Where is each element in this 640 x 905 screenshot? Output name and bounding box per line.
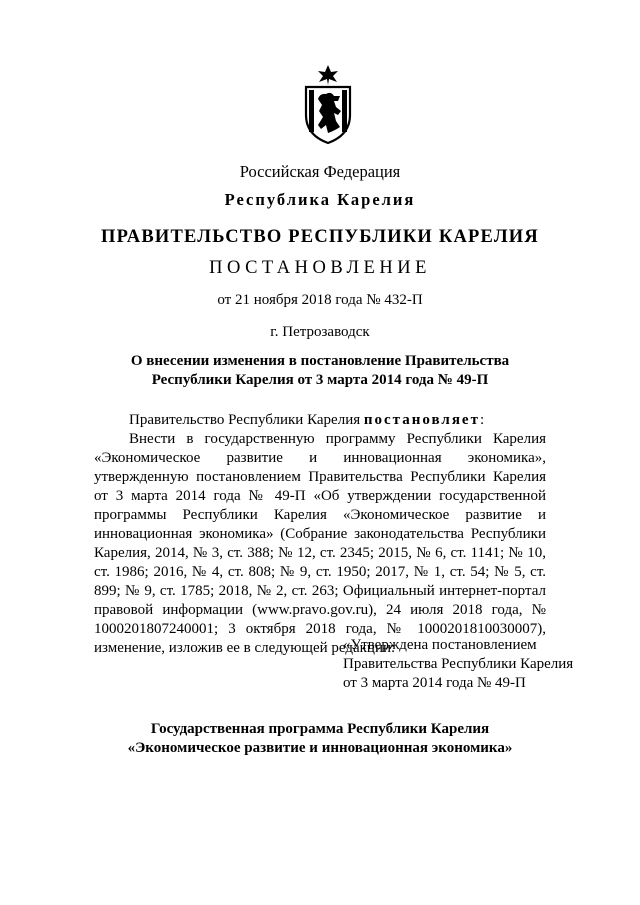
date-and-number: от 21 ноября 2018 года № 432-П [217, 292, 423, 308]
karelia-coat-of-arms-icon [298, 63, 358, 145]
document-type: ПОСТАНОВЛЕНИЕ [209, 258, 431, 278]
document-title [0, 352, 640, 390]
country-name: Российская Федерация [239, 162, 401, 181]
approval-stamp [343, 636, 593, 693]
approval-line: «Утверждена постановлением [343, 637, 537, 653]
approval-line: от 3 марта 2014 года № 49-П [343, 675, 526, 691]
approval-line: Правительства Республики Карелия [343, 656, 574, 672]
program-title-line: Государственная программа Республики Карелия [150, 721, 490, 737]
city: г. Петрозаводск [270, 324, 370, 340]
intro-subject: Правительство Республики Карелия [129, 412, 364, 428]
republic-name: Республика Карелия [224, 190, 416, 209]
government-name: ПРАВИТЕЛЬСТВО РЕСПУБЛИКИ КАРЕЛИЯ [101, 227, 539, 247]
intro-verb: постановляет [363, 412, 480, 428]
document-body [94, 411, 546, 658]
program-title [0, 720, 640, 758]
intro-colon: : [479, 412, 485, 428]
resolution-paragraph: Внести в государственную программу Республики Карелия «Экономическое развитие и инновационная экономика», утвержденную постановлением Правительства Республики Карелия от 3 марта 2014 года № 49-П «Об утверждении государственной программы Республики Карелия «Экономическое развитие и инновационная экономика» (Собрание законодательства Республики Карелия, 2014, № 3, ст. 388; № 12, ст. 2345; 2015, № 6, ст. 1141; № 10, ст. 1986; 2016, № 4, ст. 808; № 9, ст. 1950; 2017, № 1, ст. 54; № 5, ст. 899; № 9, ст. 1785; 2018, № 2, ст. 263; Официальный интернет-портал правовой информации (www.pravo.gov.ru), 24 июля 2018 года, № 1000201807240001; 3 октября 2018 года, № 1000201810030007), изменение, изложив ее в следующей редакции: [94, 431, 546, 656]
document-title-line: Республики Карелия от 3 марта 2014 года № 49-П [151, 372, 489, 388]
document-title-line: О внесении изменения в постановление Правительства [130, 353, 510, 369]
program-title-line: «Экономическое развитие и инновационная экономика» [127, 740, 513, 756]
resolution-intro [94, 411, 546, 430]
